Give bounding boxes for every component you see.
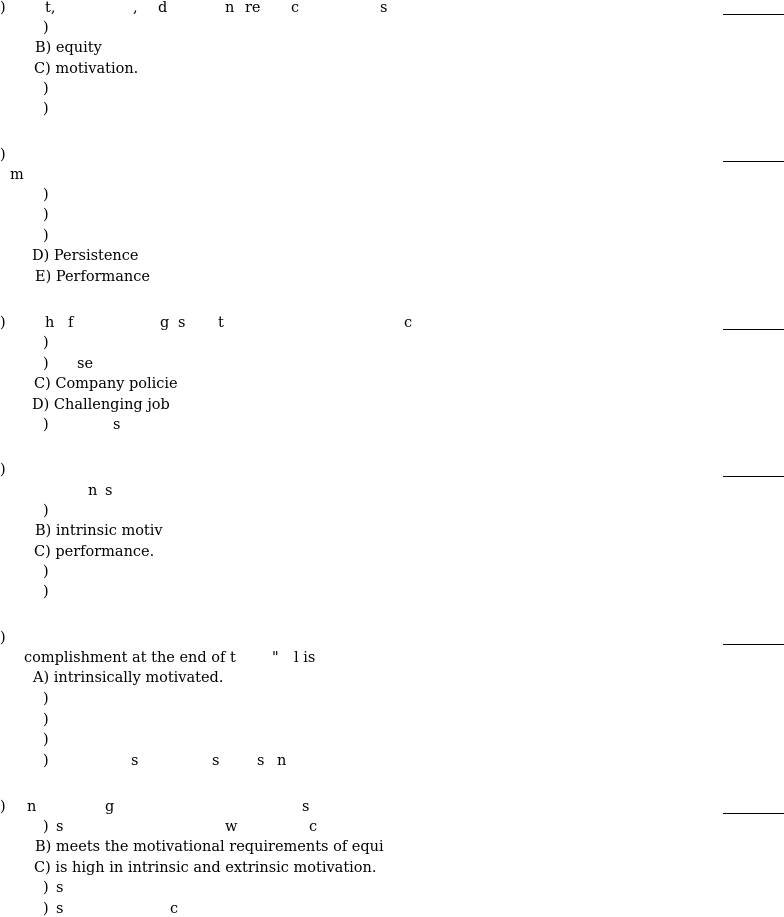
question-3-option-e-fragment: s (113, 417, 121, 433)
question-5-option-e-fragment: n (277, 753, 287, 769)
question-2-option-c: ) (43, 228, 49, 244)
question-4-option-c: C) performance. (34, 544, 155, 560)
question-1-stem-fragment: t, (45, 0, 56, 16)
question-6-option-a-fragment: s (56, 819, 64, 835)
question-1-stem-fragment: c (291, 0, 300, 16)
question-4-option-b: B) intrinsic motiv (35, 523, 163, 539)
question-4-option-d: ) (43, 564, 49, 580)
question-3-option-a: ) (43, 335, 49, 351)
question-5-option-c: ) (43, 712, 49, 728)
question-3-stem-fragment: g (160, 315, 170, 331)
question-3-stem-fragment: f (68, 315, 74, 331)
question-5-option-a: A) intrinsically motivated. (33, 670, 224, 686)
question-2-stem-fragment: m (10, 167, 24, 183)
question-5-option-d: ) (43, 732, 49, 748)
question-3-stem-fragment: h (45, 315, 55, 331)
question-2-option-d: D) Persistence (32, 248, 139, 264)
question-6-option-a: ) (43, 819, 49, 835)
question-6-option-a-fragment: c (309, 819, 318, 835)
question-5-answer-blank (723, 644, 784, 645)
question-5-number: ) (0, 630, 6, 646)
question-1-stem-fragment: , (133, 0, 138, 16)
question-6-answer-blank (723, 813, 784, 814)
question-5-option-e-fragment: s (212, 753, 220, 769)
question-3-option-b: ) (43, 356, 49, 372)
question-6-stem-fragment: n (27, 799, 37, 815)
question-1-number: ) (0, 0, 6, 16)
question-2-answer-blank (723, 161, 784, 162)
question-1-stem-fragment: s (380, 0, 388, 16)
question-6-stem-fragment: s (302, 799, 310, 815)
question-1-stem-fragment: d (158, 0, 168, 16)
question-6-option-a-fragment: w (225, 819, 238, 835)
question-5-stem-fragment: " (272, 650, 279, 666)
question-6-number: ) (0, 799, 6, 815)
question-5-option-e-fragment: s (257, 753, 265, 769)
question-2-number: ) (0, 147, 6, 163)
question-1-stem-fragment: re (245, 0, 261, 16)
question-6-option-e-fragment: s (56, 901, 64, 917)
question-1-option-e: ) (43, 101, 49, 117)
question-2-option-b: ) (43, 207, 49, 223)
question-4-option-a: ) (43, 503, 49, 519)
question-3-option-d: D) Challenging job (32, 397, 170, 413)
question-6-option-d: ) (43, 880, 49, 896)
question-6-option-c: C) is high in intrinsic and extrinsic motivation. (34, 860, 377, 876)
question-5-option-b: ) (43, 691, 49, 707)
question-5-option-e-fragment: s (131, 753, 139, 769)
question-4-stem-fragment: n (88, 483, 98, 499)
question-2-option-e: E) Performance (35, 269, 150, 285)
question-1-option-c: C) motivation. (34, 61, 139, 77)
question-3-option-b-fragment: se (77, 356, 94, 372)
question-6-option-d-fragment: s (56, 880, 64, 896)
question-6-stem-fragment: g (105, 799, 115, 815)
question-6-option-b: B) meets the motivational requirements of equi (35, 839, 384, 855)
question-4-number: ) (0, 462, 6, 478)
question-5-option-e: ) (43, 753, 49, 769)
question-3-number: ) (0, 315, 6, 331)
question-1-option-d: ) (43, 81, 49, 97)
question-4-answer-blank (723, 476, 784, 477)
question-3-answer-blank (723, 329, 784, 330)
question-1-stem-fragment: n (225, 0, 235, 16)
question-5-stem-fragment: complishment at the end of t (24, 650, 236, 666)
question-3-stem-fragment: t (218, 315, 224, 331)
question-4-option-e: ) (43, 584, 49, 600)
question-5-stem-fragment: l is (294, 650, 316, 666)
question-3-option-e: ) (43, 417, 49, 433)
question-4-stem-fragment: s (105, 483, 113, 499)
question-1-answer-blank (723, 14, 784, 15)
question-3-stem-fragment: c (404, 315, 413, 331)
question-6-option-e: ) (43, 901, 49, 917)
question-6-option-e-fragment: c (170, 901, 179, 917)
question-3-stem-fragment: s (178, 315, 186, 331)
question-1-option-a: ) (43, 20, 49, 36)
question-3-option-c: C) Company policie (34, 376, 178, 392)
question-1-option-b: B) equity (35, 40, 102, 56)
question-2-option-a: ) (43, 187, 49, 203)
